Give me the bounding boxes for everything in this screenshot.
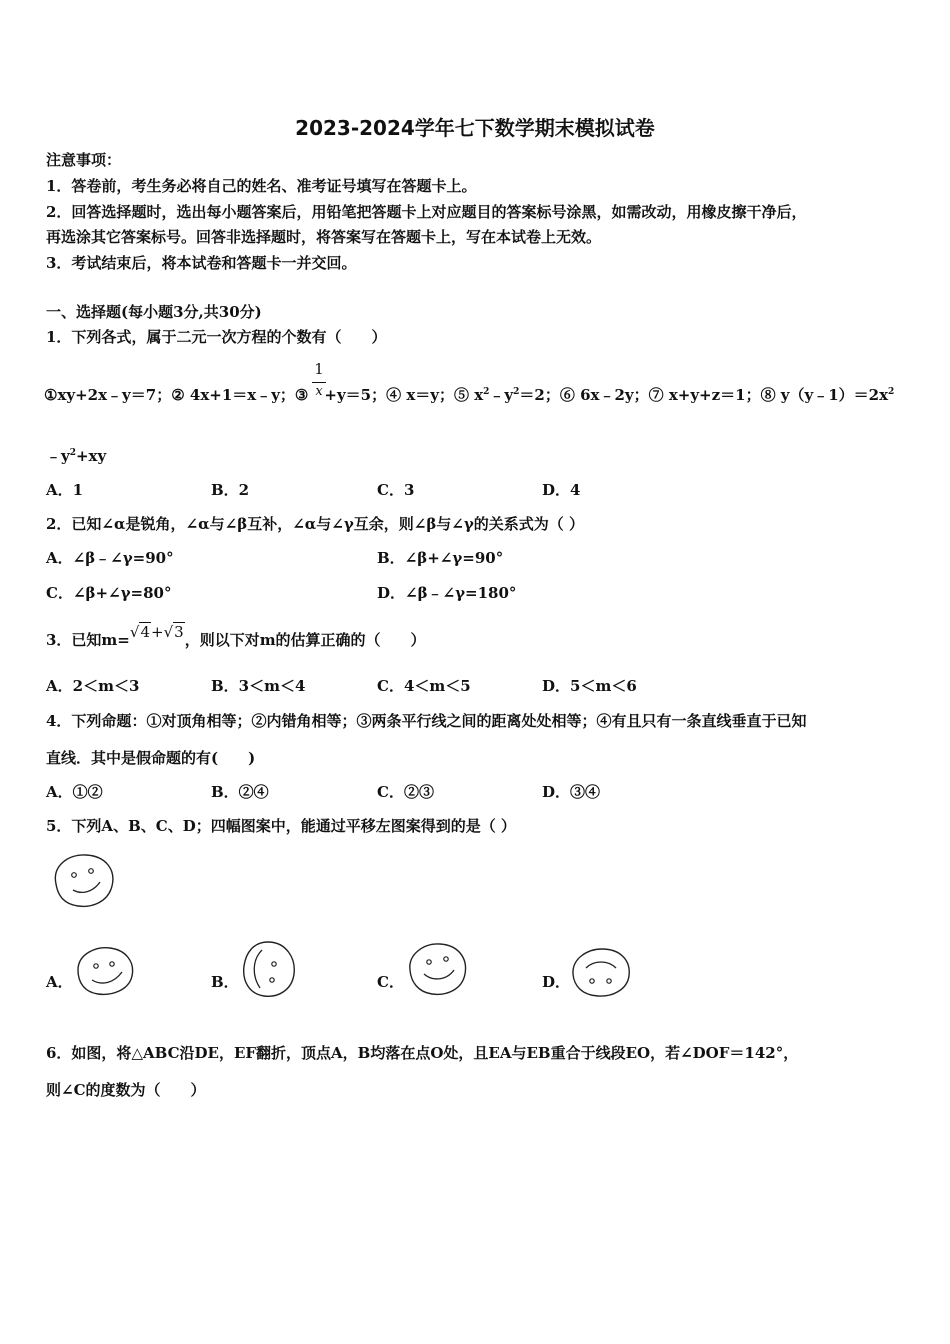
q4-option-a: A．①② — [46, 783, 103, 801]
q5-option-d: D． — [542, 973, 571, 991]
q1-expressions-cont: $﹣y^2+xy$ — [46, 447, 107, 465]
original-smiley-figure — [48, 850, 118, 912]
notice-item-1: 1．答卷前，考生务必将自己的姓名、准考证号填写在答题卡上。 — [46, 177, 477, 195]
q2-option-a: A．∠β﹣∠γ=90° — [46, 549, 174, 567]
q2-option-b: B．∠β+∠γ=90° — [377, 549, 504, 567]
notice-heading: 注意事项： — [46, 151, 122, 169]
q5-option-b: B． — [211, 973, 239, 991]
page-title: 2023-2024学年七下数学期末模拟试卷 — [295, 116, 655, 140]
q3-option-c: C．4＜m＜5 — [377, 677, 471, 695]
option-c-smiley-figure — [404, 940, 470, 1000]
q1-option-b: B．2 — [211, 481, 250, 499]
q3-stem: 3．已知m=√4+√3，则以下对m的估算正确的（ ） — [46, 623, 426, 649]
q2-option-c: C．∠β+∠γ=80° — [46, 584, 172, 602]
q6-line-2: 则∠C的度数为（ ） — [46, 1081, 206, 1099]
q5-option-c: C． — [377, 973, 404, 991]
notice-item-2: 2．回答选择题时，选出每小题答案后，用铅笔把答题卡上对应题目的答案标号涂黑，如需改动，用橡皮擦干净后， — [46, 203, 807, 221]
fraction-numerator: 1 — [314, 360, 324, 378]
fraction-denominator: x — [315, 384, 323, 399]
option-b-rotated-smiley-figure — [238, 938, 300, 1002]
q1-option-c: C．3 — [377, 481, 415, 499]
notice-item-2-cont: 再选涂其它答案标号。回答非选择题时，将答案写在答题卡上，写在本试卷上无效。 — [46, 228, 602, 246]
q3-option-d: D．5＜m＜6 — [542, 677, 637, 695]
section-heading: 一、选择题(每小题3分,共30分) — [46, 303, 262, 321]
q3-option-b: B．3＜m＜4 — [211, 677, 306, 695]
q4-option-d: D．③④ — [542, 783, 601, 801]
q4-option-c: C．②③ — [377, 783, 434, 801]
fraction-bar — [312, 382, 326, 383]
q1-expressions: ①xy+2x﹣y＝7；② 4x+1＝x﹣y；③ +y＝5；④ x＝y；⑤ $x^2﹣y^2=2$；⑥ 6x﹣2y；⑦ x+y+z＝1；⑧ $y(y﹣1)=2x^2$ — [44, 386, 895, 404]
option-a-smiley-figure — [72, 944, 138, 1000]
q3-option-a: A．2＜m＜3 — [46, 677, 140, 695]
q2-stem: 2．已知∠α是锐角，∠α与∠β互补，∠α与∠γ互余，则∠β与∠γ的关系式为（ ） — [46, 515, 584, 533]
q2-option-d: D．∠β﹣∠γ=180° — [377, 584, 517, 602]
q3-radical-expression: √4+√3 — [129, 623, 184, 641]
q1-option-d: D．4 — [542, 481, 581, 499]
q1-option-a: A．1 — [46, 481, 84, 499]
option-d-upside-down-smiley-figure — [568, 946, 634, 1000]
q5-stem: 5．下列A、B、C、D；四幅图案中，能通过平移左图案得到的是（ ） — [46, 817, 516, 835]
q4-line-2: 直线．其中是假命题的有( ) — [46, 749, 256, 767]
q6-line-1: 6．如图，将△ABC沿DE，EF翻折，顶点A，B均落在点O处，且EA与EB重合于线段EO，若∠DOF＝142°， — [46, 1044, 799, 1062]
q4-line-1: 4．下列命题：①对顶角相等；②内错角相等；③两条平行线之间的距离处处相等；④有且只有一条直线垂直于已知 — [46, 712, 807, 730]
notice-item-3: 3．考试结束后，将本试卷和答题卡一并交回。 — [46, 254, 357, 272]
q5-option-a: A． — [46, 973, 73, 991]
q4-option-b: B．②④ — [211, 783, 269, 801]
q1-stem: 1．下列各式，属于二元一次方程的个数有（ ） — [46, 328, 387, 346]
